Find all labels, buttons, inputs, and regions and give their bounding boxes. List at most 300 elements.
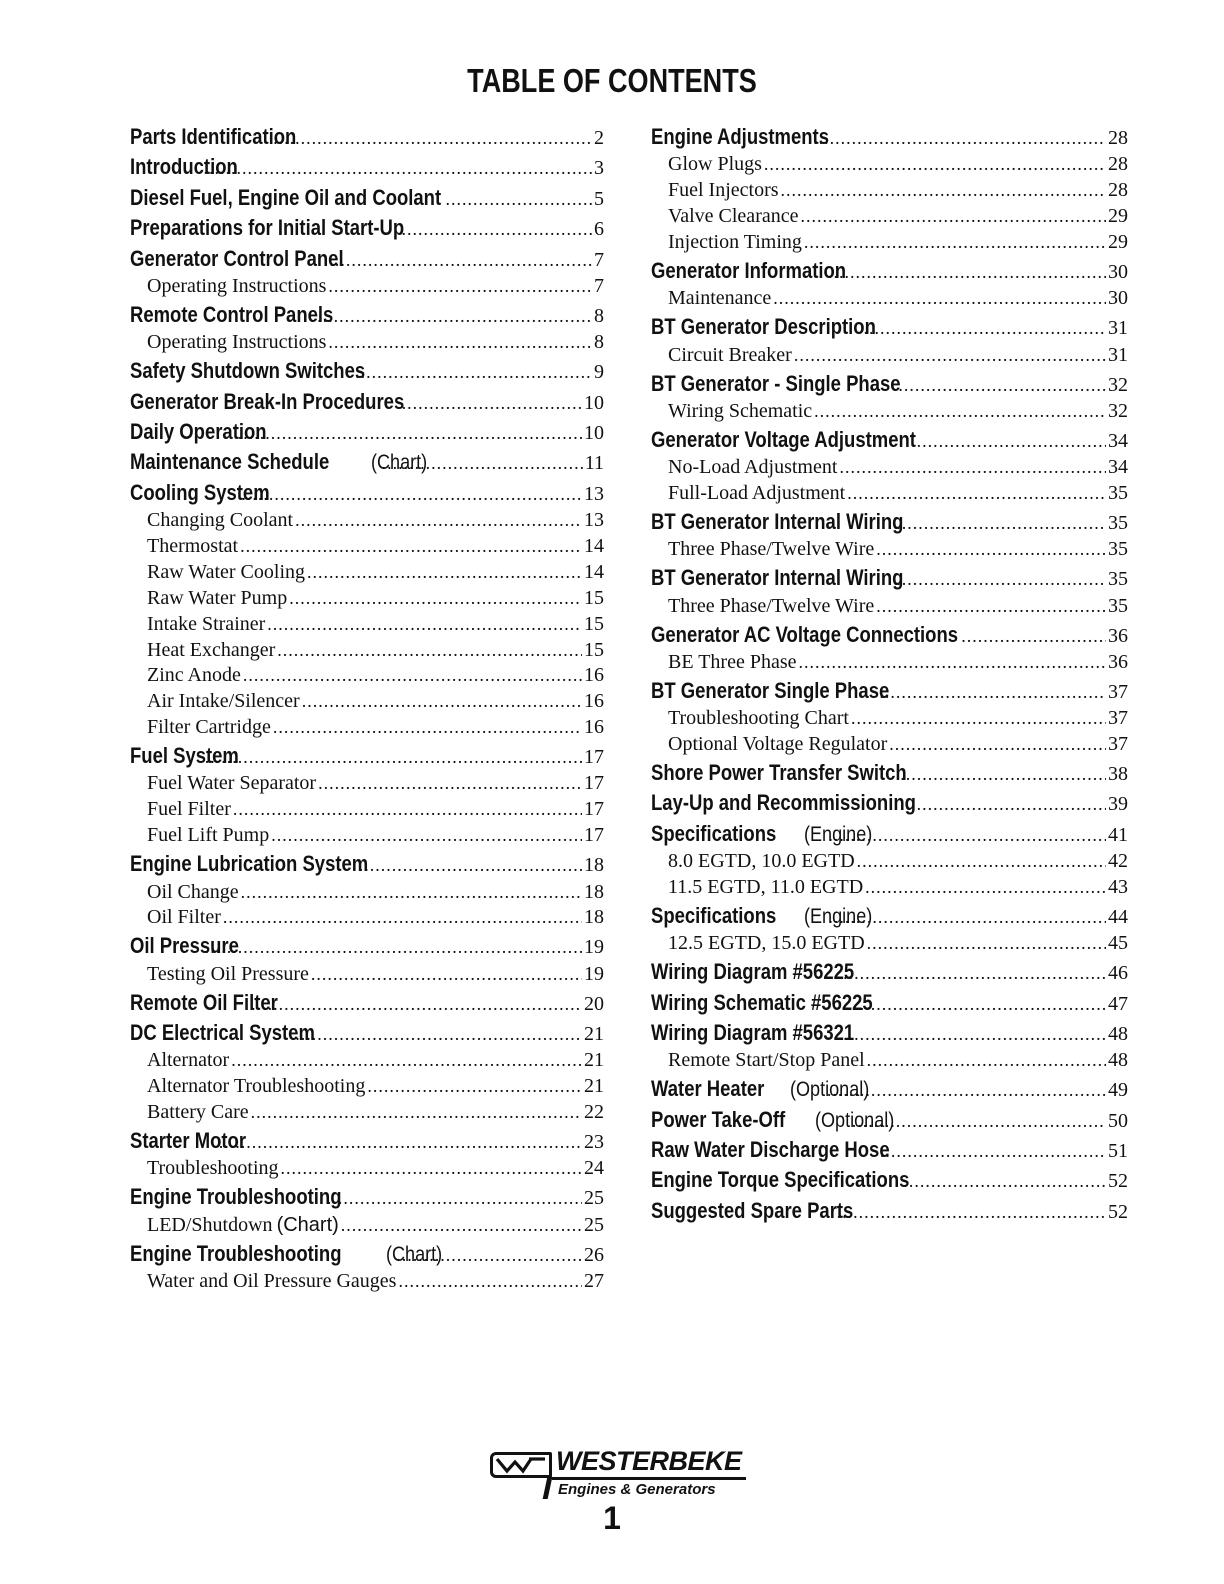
toc-entry-label: Fuel Water Separator xyxy=(147,772,317,795)
toc-entry-title xyxy=(147,771,316,798)
toc-entry-label: Remote Start/Stop Panel xyxy=(668,1049,865,1072)
toc-entry-label: Changing Coolant xyxy=(147,509,294,532)
toc-page-number: 39 xyxy=(1108,793,1128,816)
toc-entry-label: Oil Filter xyxy=(147,906,221,929)
dot-leader xyxy=(328,330,592,356)
toc-entry-label: Diesel Fuel, Engine Oil and Coolant xyxy=(130,184,442,210)
toc-subsection-entry xyxy=(130,905,604,931)
toc-page-number: 36 xyxy=(1108,650,1128,673)
toc-entry-title xyxy=(147,797,231,824)
toc-entry-title xyxy=(147,905,221,932)
toc-entry-title xyxy=(147,274,326,301)
toc-entry-label: BT Generator Internal Wiring xyxy=(651,565,904,591)
toc-section-entry xyxy=(651,507,1128,537)
dot-leader xyxy=(903,1166,1106,1196)
dot-leader xyxy=(341,1213,582,1239)
toc-page-number: 20 xyxy=(584,992,604,1015)
toc-subsection-entry xyxy=(130,1100,604,1126)
toc-page-number: 21 xyxy=(584,1075,604,1098)
toc-entry-label: Safety Shutdown Switches xyxy=(130,358,366,384)
dot-leader xyxy=(876,537,1106,563)
toc-page-number: 37 xyxy=(1108,707,1128,730)
dot-leader xyxy=(838,958,1106,988)
toc-entry-label: Circuit Breaker xyxy=(668,343,792,366)
toc-entry-label: Glow Plugs xyxy=(668,153,762,176)
toc-entry-title xyxy=(147,1048,229,1075)
toc-page-number: 52 xyxy=(1108,1200,1128,1223)
dot-leader xyxy=(896,508,1106,538)
toc-section-entry xyxy=(130,849,604,879)
dot-leader xyxy=(251,1100,582,1126)
toc-section-entry xyxy=(651,620,1128,650)
toc-section-entry xyxy=(651,957,1128,987)
toc-subsection-entry xyxy=(651,152,1128,178)
toc-page-number: 36 xyxy=(1108,624,1128,647)
toc-page-number: 43 xyxy=(1108,876,1128,899)
toc-entry-title xyxy=(147,586,287,613)
toc-entry-label: Generator Voltage Adjustment xyxy=(651,426,916,452)
toc-page-number: 32 xyxy=(1108,373,1128,396)
toc-entry-label: 11.5 EGTD, 11.0 EGTD xyxy=(668,876,864,899)
dot-leader xyxy=(223,905,582,931)
toc-page-number: 34 xyxy=(1108,429,1128,452)
toc-page-number: 15 xyxy=(584,612,604,635)
dot-leader xyxy=(961,621,1106,651)
toc-page-number: 30 xyxy=(1108,260,1128,283)
toc-page-number: 21 xyxy=(584,1049,604,1072)
dot-leader xyxy=(839,455,1106,481)
toc-entry-title xyxy=(147,534,238,561)
dot-leader xyxy=(446,184,592,214)
toc-entry-label: Remote Control Panels xyxy=(130,301,334,327)
toc-page-number: 31 xyxy=(1108,343,1128,366)
toc-page-number: 48 xyxy=(1108,1023,1128,1045)
toc-subsection-entry xyxy=(130,663,604,689)
logo-tagline: Engines & Generators xyxy=(558,1481,716,1498)
toc-subsection-entry xyxy=(130,586,604,612)
toc-subsection-entry xyxy=(130,771,604,797)
toc-page-number: 46 xyxy=(1108,962,1128,985)
toc-section-entry xyxy=(651,676,1128,706)
toc-entry-qualifier: (Engine) xyxy=(804,822,873,846)
toc-page-number: 28 xyxy=(1108,179,1128,202)
toc-subsection-entry xyxy=(651,286,1128,312)
toc-entry-label: DC Electrical System xyxy=(130,1020,315,1045)
toc-page-number: 18 xyxy=(584,880,604,903)
toc-entry-label: Thermostat xyxy=(147,534,239,557)
dot-leader xyxy=(880,1136,1106,1166)
dot-leader xyxy=(804,230,1106,256)
dot-leader xyxy=(838,1019,1106,1049)
toc-page-number: 8 xyxy=(594,331,604,354)
dot-leader xyxy=(800,204,1106,230)
toc-page-number: 6 xyxy=(594,218,604,241)
toc-entry-label: Power Take-Off xyxy=(651,1106,786,1132)
dot-leader xyxy=(317,301,592,331)
toc-page-number: 45 xyxy=(1108,932,1128,955)
toc-entry-label: Operating Instructions xyxy=(147,274,327,297)
toc-page-number: 11 xyxy=(584,452,604,475)
toc-subsection-entry xyxy=(130,1269,604,1295)
toc-entry-label: Fuel Lift Pump xyxy=(147,824,270,847)
toc-entry-label: BT Generator Internal Wiring xyxy=(651,508,904,534)
toc-entry-label: Alternator xyxy=(147,1049,230,1072)
toc-entry-label: Engine Adjustments xyxy=(651,124,829,149)
toc-entry-title xyxy=(668,931,865,958)
toc-entry-title xyxy=(147,1269,396,1296)
toc-page-number: 26 xyxy=(584,1243,604,1266)
toc-entry-label: Wiring Diagram #56321 xyxy=(651,1020,855,1045)
dot-leader xyxy=(233,797,582,823)
toc-page-number: 19 xyxy=(584,962,604,985)
toc-page-number: 13 xyxy=(584,509,604,532)
toc-entry-label: Maintenance Schedule xyxy=(130,449,330,475)
toc-left-column xyxy=(130,122,604,1295)
toc-entry-title xyxy=(147,638,275,665)
dot-leader xyxy=(267,612,582,638)
toc-entry-title xyxy=(668,732,887,759)
toc-entry-label: Engine Troubleshooting xyxy=(130,1184,342,1210)
toc-subsection-entry xyxy=(651,875,1128,901)
dot-leader xyxy=(876,594,1106,620)
toc-entry-qualifier: (Chart) xyxy=(371,451,428,475)
toc-section-entry xyxy=(130,417,604,447)
toc-page-number: 14 xyxy=(584,534,604,557)
dot-leader xyxy=(867,1048,1106,1074)
toc-page-number: 17 xyxy=(584,798,604,821)
toc-page-number: 25 xyxy=(584,1187,604,1210)
toc-entry-label: No-Load Adjustment xyxy=(668,456,838,479)
dot-leader xyxy=(857,849,1106,875)
dot-leader xyxy=(205,932,582,962)
toc-entry-title xyxy=(668,481,845,508)
toc-page-number: 21 xyxy=(584,1023,604,1045)
toc-entry-label: Starter Motor xyxy=(130,1128,247,1154)
dot-leader xyxy=(307,560,582,586)
toc-entry-label: Oil Change xyxy=(147,880,239,903)
toc-entry-label: Raw Water Pump xyxy=(147,586,288,609)
toc-page-number: 24 xyxy=(584,1157,604,1180)
toc-section-entry xyxy=(651,425,1128,455)
toc-entry-label: Specifications xyxy=(651,902,777,928)
toc-entry-title xyxy=(651,901,884,934)
toc-section-entry xyxy=(130,1018,604,1048)
page-number: 1 xyxy=(603,1500,621,1536)
toc-page-number: 48 xyxy=(1108,1049,1128,1072)
toc-section-entry xyxy=(651,312,1128,342)
toc-page-number: 2 xyxy=(594,127,604,149)
toc-page-number: 3 xyxy=(594,157,604,180)
toc-page-number: 5 xyxy=(594,187,604,210)
dot-leader xyxy=(781,178,1106,204)
toc-section-entry xyxy=(651,819,1128,849)
toc-entry-title xyxy=(651,1074,882,1107)
toc-page-number: 35 xyxy=(1108,482,1128,505)
toc-page-number: 29 xyxy=(1108,205,1128,228)
dot-leader xyxy=(231,1048,582,1074)
toc-section-entry xyxy=(130,988,604,1018)
toc-entry-label: Operating Instructions xyxy=(147,331,327,354)
toc-page-number: 35 xyxy=(1108,568,1128,591)
toc-entry-label: Generator Break-In Procedures xyxy=(130,388,405,414)
toc-subsection-entry xyxy=(130,689,604,715)
toc-section-entry xyxy=(130,741,604,771)
toc-page-number: 16 xyxy=(584,690,604,713)
toc-section-entry xyxy=(130,447,604,477)
dot-leader xyxy=(213,1127,582,1157)
toc-entry-title xyxy=(668,178,779,205)
toc-page-number: 35 xyxy=(1108,538,1128,561)
toc-subsection-entry xyxy=(651,230,1128,256)
toc-section-entry xyxy=(130,244,604,274)
toc-page-number: 51 xyxy=(1108,1140,1128,1163)
toc-page-number: 22 xyxy=(584,1101,604,1124)
toc-page-number: 14 xyxy=(584,560,604,583)
toc-section-entry xyxy=(130,387,604,417)
toc-page-number: 15 xyxy=(584,638,604,661)
toc-section-entry xyxy=(651,1105,1128,1135)
toc-subsection-entry xyxy=(130,715,604,741)
toc-entry-title xyxy=(147,330,326,357)
toc-entry-label: Optional Voltage Regulator xyxy=(668,733,888,756)
dot-leader xyxy=(889,732,1106,758)
toc-subsection-entry xyxy=(130,1213,604,1239)
toc-entry-label: Alternator Troubleshooting xyxy=(147,1075,366,1098)
toc-section-entry xyxy=(651,1165,1128,1195)
toc-entry-label: Suggested Spare Parts xyxy=(651,1197,854,1223)
toc-page-number: 42 xyxy=(1108,850,1128,873)
toc-page-number: 25 xyxy=(584,1213,604,1236)
toc-entry-title xyxy=(130,1239,451,1272)
toc-entry-label: Specifications xyxy=(651,820,777,846)
toc-section-entry xyxy=(130,300,604,330)
toc-subsection-entry xyxy=(651,732,1128,758)
toc-entry-label: Fuel Injectors xyxy=(668,179,779,202)
toc-page-number: 49 xyxy=(1108,1079,1128,1102)
dot-leader xyxy=(814,399,1106,425)
toc-subsection-entry xyxy=(651,343,1128,369)
dot-leader xyxy=(281,1156,582,1182)
toc-section-entry xyxy=(651,758,1128,788)
dot-leader xyxy=(773,286,1106,312)
toc-entry-label: 8.0 EGTD, 10.0 EGTD xyxy=(668,850,855,873)
dot-leader xyxy=(865,875,1106,901)
dot-leader xyxy=(240,534,582,560)
toc-page-number: 7 xyxy=(594,248,604,271)
toc-page-number: 19 xyxy=(584,936,604,959)
toc-subsection-entry xyxy=(651,204,1128,230)
toc-page-number: 52 xyxy=(1108,1170,1128,1193)
toc-section-entry xyxy=(130,356,604,386)
toc-subsection-entry xyxy=(651,537,1128,563)
toc-subsection-entry xyxy=(130,274,604,300)
toc-entry-title xyxy=(147,962,309,989)
dot-leader xyxy=(273,715,582,741)
toc-entry-label: Filter Cartridge xyxy=(147,716,271,739)
toc-entry-label: Zinc Anode xyxy=(147,664,241,687)
dot-leader xyxy=(808,123,1106,153)
toc-page-number: 23 xyxy=(584,1131,604,1154)
dot-leader xyxy=(911,789,1106,819)
toc-entry-title xyxy=(668,455,837,482)
dot-leader xyxy=(359,850,582,880)
toc-entry-label: Water and Oil Pressure Gauges xyxy=(147,1270,397,1293)
toc-section-entry xyxy=(130,478,604,508)
logo-rule xyxy=(552,1477,746,1480)
toc-page-number: 8 xyxy=(594,304,604,327)
toc-entry-title xyxy=(651,819,884,852)
toc-entry-label: Heat Exchanger xyxy=(147,638,276,661)
toc-entry-label: Lay-Up and Recommissioning xyxy=(651,790,916,816)
toc-entry-title xyxy=(147,663,241,690)
toc-subsection-entry xyxy=(651,594,1128,620)
toc-page-number: 28 xyxy=(1108,153,1128,176)
dot-leader xyxy=(402,214,592,244)
toc-entry-title xyxy=(147,1100,249,1127)
toc-entry-label: Engine Lubrication System xyxy=(130,851,369,877)
toc-entry-label: Wiring Diagram #56225 xyxy=(651,959,855,985)
dot-leader xyxy=(238,418,582,448)
toc-subsection-entry xyxy=(130,560,604,586)
toc-subsection-entry xyxy=(130,330,604,356)
toc-entry-label: Air Intake/Silencer xyxy=(147,690,300,713)
toc-entry-title xyxy=(147,823,269,850)
toc-subsection-entry xyxy=(130,1156,604,1182)
toc-subsection-entry xyxy=(130,823,604,849)
toc-section-entry xyxy=(651,1074,1128,1104)
toc-subsection-entry xyxy=(130,508,604,534)
toc-entry-title xyxy=(668,1048,865,1075)
toc-entry-title xyxy=(147,880,239,907)
toc-entry-title xyxy=(147,508,293,535)
toc-section-entry xyxy=(130,213,604,243)
toc-page-number: 17 xyxy=(584,746,604,769)
dot-leader xyxy=(295,1019,582,1049)
toc-page-number: 16 xyxy=(584,664,604,687)
toc-entry-title xyxy=(147,1074,365,1101)
dot-leader xyxy=(273,123,592,153)
toc-section-entry xyxy=(130,1126,604,1156)
toc-entry-label: BT Generator - Single Phase xyxy=(651,370,901,396)
toc-page-number: 15 xyxy=(584,586,604,609)
toc-entry-title xyxy=(668,399,812,426)
toc-entry-label: Troubleshooting Chart xyxy=(668,707,849,730)
toc-page-number: 35 xyxy=(1108,511,1128,534)
toc-entry-label: Generator Information xyxy=(651,257,847,283)
toc-page-number: 10 xyxy=(584,391,604,414)
toc-section-entry xyxy=(130,931,604,961)
toc-page-number: 17 xyxy=(584,824,604,847)
dot-leader xyxy=(243,663,582,689)
dot-leader xyxy=(799,650,1107,676)
toc-entry-qualifier: (Chart) xyxy=(276,1213,339,1236)
toc-page-number: 31 xyxy=(1108,317,1128,340)
toc-entry-label: Daily Operation xyxy=(130,418,267,444)
toc-subsection-entry xyxy=(651,931,1128,957)
dot-leader xyxy=(295,508,582,534)
toc-section-entry xyxy=(651,901,1128,931)
dot-leader xyxy=(911,426,1106,456)
toc-entry-label: Preparations for Initial Start-Up xyxy=(130,215,405,241)
dot-leader xyxy=(289,586,582,612)
page-title: TABLE OF CONTENTS xyxy=(467,62,757,99)
toc-page-number: 47 xyxy=(1108,992,1128,1015)
toc-subsection-entry xyxy=(651,399,1128,425)
toc-entry-title xyxy=(651,1105,907,1138)
dot-leader xyxy=(327,1183,582,1213)
toc-entry-label: Fuel Filter xyxy=(147,798,231,821)
toc-section-entry xyxy=(130,152,604,182)
toc-subsection-entry xyxy=(130,962,604,988)
logo-name: WESTERBEKE xyxy=(556,1446,742,1476)
dot-leader xyxy=(241,880,582,906)
toc-page-number: 18 xyxy=(584,854,604,877)
dot-leader xyxy=(764,152,1106,178)
toc-page-number: 18 xyxy=(584,906,604,929)
toc-entry-title xyxy=(147,560,305,587)
toc-page-number: 17 xyxy=(584,772,604,795)
toc-entry-label: Shore Power Transfer Switch xyxy=(651,759,907,785)
toc-entry-title xyxy=(147,1213,339,1240)
toc-entry-title xyxy=(668,849,855,876)
toc-entry-label: Remote Oil Filter xyxy=(130,989,278,1015)
toc-entry-label: Troubleshooting xyxy=(147,1157,279,1180)
toc-entry-label: Valve Clearance xyxy=(668,205,799,228)
toc-entry-label: Intake Strainer xyxy=(147,612,266,635)
toc-section-entry xyxy=(651,1135,1128,1165)
toc-page-number: 50 xyxy=(1108,1109,1128,1132)
toc-entry-title xyxy=(668,650,797,677)
toc-entry-label: Wiring Schematic xyxy=(668,399,813,422)
toc-section-entry xyxy=(651,988,1128,1018)
toc-subsection-entry xyxy=(130,1074,604,1100)
toc-page-number: 37 xyxy=(1108,733,1128,756)
toc-page-number: 10 xyxy=(584,421,604,444)
toc-page-number: 28 xyxy=(1108,127,1128,149)
toc-entry-label: Cooling System xyxy=(130,479,270,505)
dot-leader xyxy=(203,153,592,183)
toc-entry-label: Maintenance xyxy=(668,287,772,310)
toc-page-number: 41 xyxy=(1108,823,1128,846)
dot-leader xyxy=(837,1197,1106,1227)
toc-entry-label: Full-Load Adjustment xyxy=(668,482,846,505)
toc-page-number: 7 xyxy=(594,274,604,297)
toc-subsection-entry xyxy=(130,638,604,664)
toc-page-number: 35 xyxy=(1108,594,1128,617)
toc-entry-title xyxy=(668,706,849,733)
toc-entry-label: Raw Water Discharge Hose xyxy=(651,1137,890,1163)
toc-entry-label: Raw Water Cooling xyxy=(147,560,305,583)
toc-subsection-entry xyxy=(130,1048,604,1074)
toc-page-number: 30 xyxy=(1108,287,1128,310)
toc-entry-title xyxy=(668,875,863,902)
toc-entry-title xyxy=(147,715,271,742)
toc-subsection-entry xyxy=(130,797,604,823)
toc-section-entry xyxy=(651,563,1128,593)
dot-leader xyxy=(828,257,1106,287)
toc-entry-label: Water Heater xyxy=(651,1076,765,1102)
dot-leader xyxy=(311,962,582,988)
dot-leader xyxy=(879,677,1106,707)
toc-entry-label: Fuel System xyxy=(130,743,239,769)
toc-entry-label: Three Phase/Twelve Wire xyxy=(668,594,875,617)
toc-entry-label: Generator AC Voltage Connections xyxy=(651,621,959,647)
toc-entry-title xyxy=(668,152,762,179)
dot-leader xyxy=(893,370,1106,400)
dot-leader xyxy=(205,742,582,772)
toc-page-number: 37 xyxy=(1108,680,1128,703)
dot-leader xyxy=(896,564,1106,594)
